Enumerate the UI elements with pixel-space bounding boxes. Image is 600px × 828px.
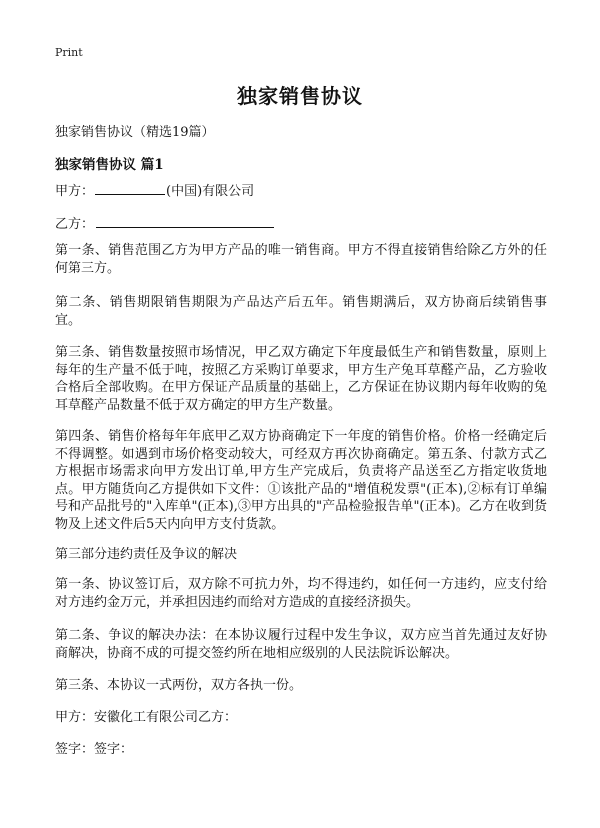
party-a-suffix: (中国)有限公司	[166, 184, 255, 199]
paragraph-sign-lines: 签字：签字：	[55, 742, 134, 757]
paragraph-breach-liability: 第一条、协议签订后，双方除不可抗力外，均不得违约，如任何一方违约，应支付给对方违约金万元，并承担因违约而给对方造成的直接经济损失。	[55, 577, 547, 610]
party-b-blank	[96, 215, 274, 228]
section-heading: 独家销售协议 篇1	[55, 157, 164, 173]
paragraph-part-three-heading: 第三部分违约责任及争议的解决	[55, 547, 238, 562]
paragraph-copies: 第三条、本协议一式两份，双方各执一份。	[55, 678, 303, 693]
party-b-line	[55, 213, 274, 232]
paragraph-dispute-resolution: 第二条、争议的解决办法：在本协议履行过程中发生争议，双方应当首先通过友好协商解决，协商不成的可提交签约所在地相应级别的人民法院诉讼解决。	[55, 628, 547, 661]
paragraph-sales-scope: 第一条、销售范围乙方为甲方产品的唯一销售商。甲方不得直接销售给除乙方外的任何第三方。	[55, 243, 547, 276]
paragraph-sales-price-payment: 第四条、销售价格每年年底甲乙双方协商确定下一年度的销售价格。价格一经确定后不得调整。如遇到市场价格变动较大，可经双方再次协商确定。第五条、付款方式乙方根据市场需求向甲方发出订单,甲方生产完成后，负责将产品送至乙方指定收货地点。甲方随货向乙方提供如下文件：①该批产品的"增值税发票"(正本),②标有订单编号和产品批号的"入库单"(正本),③甲方出具的"产品检验报告单"(正本)。乙方在收到货物及上述文件后5天内向甲方支付货款。	[55, 429, 547, 532]
paragraph-parties-signature: 甲方：安徽化工有限公司乙方：	[55, 710, 238, 725]
party-a-line	[55, 180, 254, 199]
document-title: 独家销售协议	[237, 84, 363, 108]
party-a-label: 甲方：	[55, 184, 95, 199]
print-link[interactable]: Print	[55, 46, 83, 59]
document-subtitle: 独家销售协议（精选19篇）	[55, 125, 215, 140]
party-a-blank	[95, 182, 165, 195]
paragraph-sales-period: 第二条、销售期限销售期限为产品达产后五年。销售期满后，双方协商后续销售事宜。	[55, 295, 547, 328]
paragraph-sales-quantity: 第三条、销售数量按照市场情况，甲乙双方确定下年度最低生产和销售数量，原则上每年的生产量不低于吨，按照乙方采购订单要求，甲方生产兔耳草醛产品，乙方验收合格后全部收购。在甲方保证产品质量的基础上，乙方保证在协议期内每年收购的兔耳草醛产品数量不低于双方确定的甲方生产数量。	[55, 345, 547, 413]
party-b-label: 乙方：	[55, 217, 95, 232]
